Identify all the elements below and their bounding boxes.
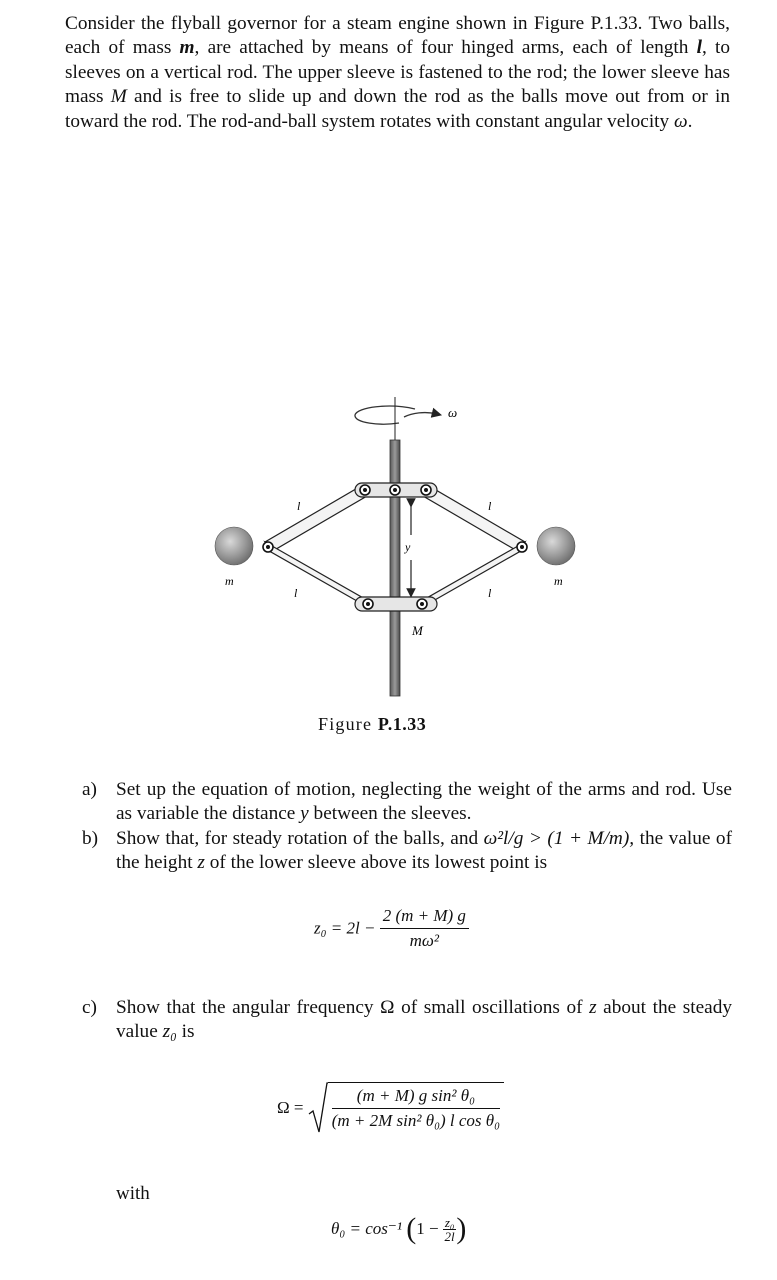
- l-lower-right-label: l: [488, 586, 492, 600]
- figure-caption: [318, 714, 426, 735]
- length-symbol: l: [696, 37, 702, 59]
- question-part-c: [82, 996, 732, 1045]
- part-c-omega: Ω: [380, 997, 395, 1018]
- part-c-var: z: [589, 997, 597, 1018]
- question-parts-ab: [82, 778, 732, 876]
- eq3-left-paren: (: [406, 1212, 417, 1245]
- intro-line-6-end: .: [687, 110, 693, 132]
- eq2-radicand: [328, 1082, 504, 1134]
- intro-line-2a: Two balls, each of mass: [65, 13, 730, 59]
- arm-lower-left: [265, 542, 371, 609]
- eq2-sqrt: [308, 1082, 504, 1134]
- omega-label: ω: [448, 405, 458, 420]
- omega-symbol: ω: [674, 110, 688, 132]
- intro-line-6: system rotates with constant angular velocity: [321, 110, 674, 132]
- ball-left: [215, 527, 253, 565]
- eq3-right-paren: ): [456, 1212, 467, 1245]
- l-upper-right-label: l: [488, 499, 492, 513]
- l-upper-left-label: l: [297, 499, 301, 513]
- caption-number: P.1.33: [377, 714, 427, 734]
- eq2-denominator: (m + 2M sin² θ₀) l cos θ₀: [331, 1111, 501, 1130]
- part-a-line-2b: between the sleeves.: [308, 803, 472, 825]
- intro-paragraph: [65, 12, 730, 134]
- eq3-fraction: [443, 1216, 457, 1243]
- vertical-rod: [390, 440, 400, 696]
- rotation-arrow: [355, 406, 437, 424]
- part-c-line-1a: Show that the angular frequency: [116, 997, 381, 1018]
- eq1-lhs: z₀ = 2l −: [314, 918, 376, 938]
- M-label: M: [412, 623, 423, 638]
- part-c-z0: z₀: [162, 1021, 177, 1043]
- part-a-line-1: Set up the equation of motion, neglecting the weight of the arms and: [116, 779, 660, 800]
- equation-omega: [277, 1082, 504, 1134]
- y-label: y: [405, 540, 411, 554]
- big-mass-symbol: M: [110, 86, 127, 108]
- radical-sign: [308, 1082, 328, 1134]
- mass-symbol: m: [179, 37, 195, 59]
- part-c-line-2a: the steady value: [116, 997, 732, 1043]
- part-a-label: a): [82, 779, 97, 800]
- intro-line-3a: each of length: [572, 37, 697, 59]
- part-b-var: z: [197, 852, 205, 874]
- m-right-label: m: [554, 574, 563, 588]
- part-b-line-2a: the value of the height: [116, 827, 732, 874]
- part-b-label: b): [82, 827, 99, 849]
- with-word: with: [116, 1183, 150, 1204]
- flyball-governor-figure: [205, 395, 585, 715]
- intro-line-1: Consider the flyball governor for a steam engine shown in Figure P.1.33.: [65, 13, 643, 34]
- part-c-line-2b: is: [176, 1021, 195, 1043]
- m-left-label: m: [225, 574, 234, 588]
- caption-word: Figure: [318, 714, 373, 734]
- part-b-line-1a: Show that, for steady rotation of the balls, and: [116, 827, 484, 849]
- part-b-condition: ω²l/g > (1 + M/m),: [483, 827, 635, 849]
- eq2-numerator: (m + M) g sin² θ₀: [332, 1086, 500, 1109]
- eq1-denominator: mω²: [409, 931, 440, 950]
- ball-right: [537, 527, 575, 565]
- part-c-line-1c: about: [596, 997, 647, 1018]
- part-c-line-1b: of small oscillations of: [394, 997, 590, 1018]
- part-a: [82, 778, 732, 827]
- eq3-denominator: 2l: [444, 1228, 455, 1244]
- upper-sleeve: [355, 483, 437, 497]
- part-b-line-2b: of the lower sleeve above its lowest point is: [204, 852, 548, 874]
- eq2-lhs: Ω =: [277, 1098, 304, 1117]
- part-c: [82, 996, 732, 1045]
- equation-theta0: [331, 1212, 466, 1246]
- equation-z0: [314, 906, 469, 951]
- intro-line-5: the rod as the balls move out from or in toward the rod. The rod-and-ball: [65, 86, 730, 132]
- eq1-numerator: 2 (m + M) g: [380, 906, 469, 929]
- intro-line-4: to the rod; the lower sleeve has mass: [65, 61, 730, 108]
- eq3-numerator: z₀: [444, 1214, 455, 1230]
- part-a-var: y: [300, 803, 309, 825]
- part-a-line-2a: rod. Use as variable the distance: [116, 779, 732, 825]
- intro-line-4b: and is free to slide up and down: [126, 86, 397, 108]
- intro-line-3b: , to sleeves on a vertical rod. The upper sleeve is fastened: [65, 37, 730, 83]
- eq2-fraction: [332, 1086, 500, 1131]
- lower-sleeve: [355, 597, 437, 611]
- intro-line-2b: , are attached by means of four hinged arms,: [194, 37, 565, 59]
- eq1-fraction: [380, 906, 469, 951]
- l-lower-left-label: l: [294, 586, 298, 600]
- eq3-one-minus: 1 −: [416, 1219, 439, 1238]
- eq3-lhs: θ₀ = cos⁻¹: [331, 1219, 402, 1238]
- arm-upper-right: [423, 486, 525, 552]
- part-c-label: c): [82, 997, 97, 1018]
- arm-upper-left: [265, 486, 367, 552]
- part-b: [82, 827, 732, 876]
